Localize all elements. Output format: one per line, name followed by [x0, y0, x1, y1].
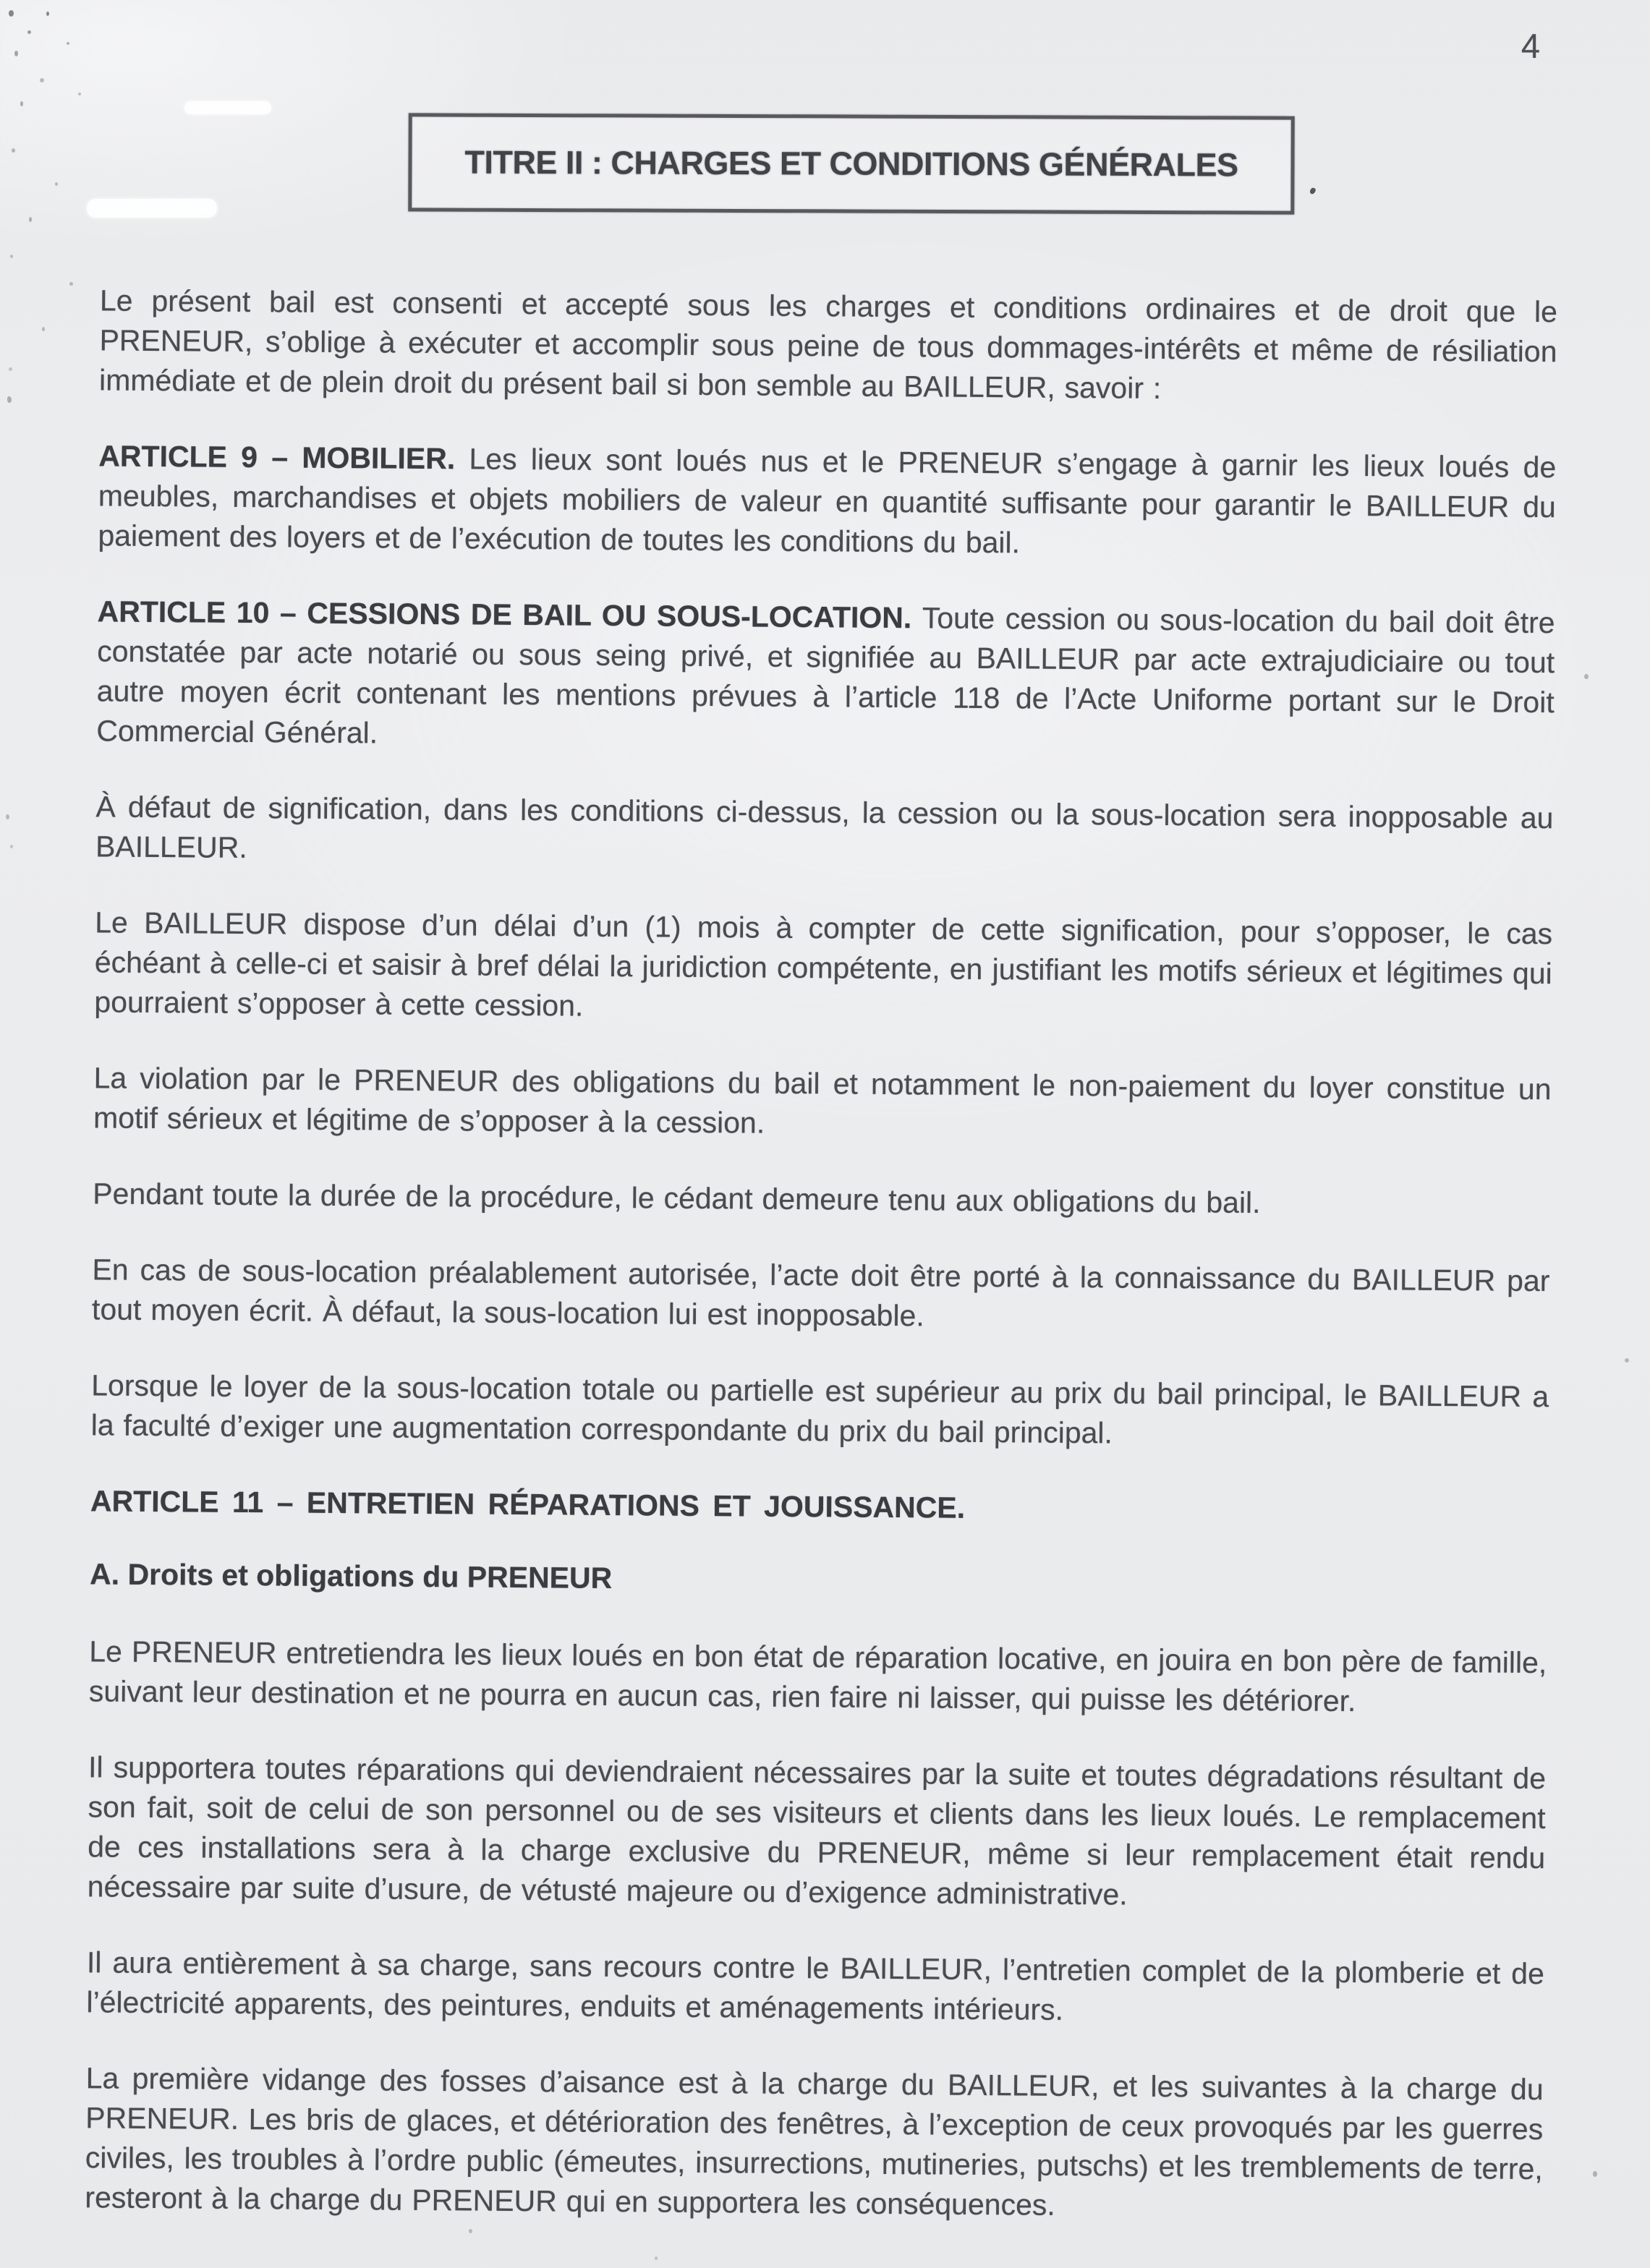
- paragraph-text: Toute cession ou sous-location du bail doit être constatée par acte notarié ou sous seing privé, et signifiée au BAILLEUR par acte extrajudiciaire ou tout autre moyen écrit contenant les mentions prévues à l’article 118 de l’Acte Uniforme portant sur le Droit Commercial Général.: [96, 601, 1555, 750]
- paragraph-article-9: [98, 436, 1556, 567]
- paragraph-duree-procedure: [93, 1174, 1550, 1225]
- paragraph-text: En cas de sous-location préalablement autorisée, l’acte doit être porté à la connaissance du BAILLEUR par tout moyen écrit. À défaut, la sous-location lui est inopposable.: [91, 1253, 1550, 1333]
- paragraph-violation-preneur: [93, 1058, 1552, 1149]
- section-a-heading: A. Droits et obligations du PRENEUR: [89, 1557, 613, 1595]
- paragraph-text: La violation par le PRENEUR des obligations du bail et notamment le non-paiement du loyer constitue un motif sérieux et légitime de s’opposer à la cession.: [93, 1061, 1552, 1140]
- article-9-heading: ARTICLE 9 – MOBILIER.: [98, 439, 469, 476]
- page-number: 4: [1521, 27, 1540, 65]
- paragraph-bailleur-delai: [94, 903, 1552, 1033]
- paragraph-plomberie: [86, 1943, 1544, 2034]
- article-11-heading: ARTICLE 11 – ENTRETIEN RÉPARATIONS ET JOUISSANCE.: [90, 1484, 966, 1525]
- paragraph-text: Il aura entièrement à sa charge, sans recours contre le BAILLEUR, l’entretien complet de la plomberie et de l’électricité apparents, des peintures, enduits et aménagements intérieurs.: [86, 1945, 1545, 2026]
- paragraph-sous-location-autorisee: [92, 1250, 1550, 1341]
- paragraph-text: Lorsque le loyer de la sous-location totale ou partielle est supérieur au prix du bail principal, le BAILLEUR a la faculté d’exiger une augmentation correspondante du prix du bail principal.: [90, 1368, 1549, 1450]
- paragraph-article-10: [96, 592, 1555, 762]
- paragraph-loyer-sous-location: [91, 1365, 1549, 1457]
- ink-dot: [1309, 187, 1317, 195]
- paragraph-text: Le présent bail est consenti et accepté sous les charges et conditions ordinaires et de droit que le PRENEUR, s’oblige à exécuter et accomplir sous peine de tous dommages-intérêts et même de résiliation immédiate et de plein droit du présent bail si bon semble au BAILLEUR, savoir :: [98, 284, 1558, 405]
- paragraph-defaut-signification: [95, 787, 1554, 878]
- title-section: [101, 108, 1559, 218]
- paragraph-preneur-entretien: [89, 1632, 1547, 1723]
- paragraph-intro: [99, 281, 1557, 412]
- paragraph-text: Le PRENEUR entretiendra les lieux loués en bon état de réparation locative, en jouira en bon père de famille, suivant leur destination et ne pourra en aucun cas, rien faire ni laisser, qui puisse les détériorer.: [88, 1634, 1547, 1718]
- paragraph-text: À défaut de signification, dans les conditions ci-dessus, la cession ou la sous-location sera inopposable au BAILLEUR.: [95, 790, 1554, 865]
- paragraph-text: Les lieux sont loués nus et le PRENEUR s’engage à garnir les lieux loués de meubles, marchandises et objets mobiliers de valeur en quantité suffisante pour garantir le BAILLEUR du paiement des loyers et de l’exécution de toutes les conditions du bail.: [98, 442, 1557, 560]
- paragraph-vidange-fosses: [85, 2058, 1544, 2229]
- paragraph-text: Le BAILLEUR dispose d’un délai d’un (1) mois à compter de cette signification, pour s’opposer, le cas échéant à celle-ci et saisir à bref délai la juridiction compétente, en justifiant les motifs sérieux et légitimes qui pourraient s’opposer à cette cession.: [94, 905, 1553, 1023]
- title-box: [408, 113, 1294, 214]
- paragraph-text: Pendant toute la durée de la procédure, le cédant demeure tenu aux obligations du bail.: [93, 1177, 1261, 1220]
- paragraph-text: Il supportera toutes réparations qui deviendraient nécessaires par la suite et toutes dégradations résultant de son fait, soit de celui de son personnel ou de ses visiteurs et clients dans les lieux loués. Le remplacement de ces installations sera à la charge exclusive du PRENEUR, même si leur remplacement était rendu nécessaire par suite d’usure, de vétusté majeure ou d’exigence administrative.: [87, 1750, 1547, 1911]
- article-10-heading: ARTICLE 10 – CESSIONS DE BAIL OU SOUS-LOCATION.: [97, 594, 923, 635]
- page-title: TITRE II : CHARGES ET CONDITIONS GÉNÉRALES: [464, 143, 1238, 184]
- paragraph-text: La première vidange des fosses d’aisance est à la charge du BAILLEUR, et les suivantes à la charge du PRENEUR. Les bris de glaces, et détérioration des fenêtres, à l’exception de ceux provoqués par les guerres civiles, les troubles à l’ordre public (émeutes, insurrections, mutineries, putschs) et les tremblements de terre, resteront à la charge du PRENEUR qui en supportera les conséquences.: [85, 2061, 1544, 2222]
- paragraph-reparations: [88, 1747, 1547, 1918]
